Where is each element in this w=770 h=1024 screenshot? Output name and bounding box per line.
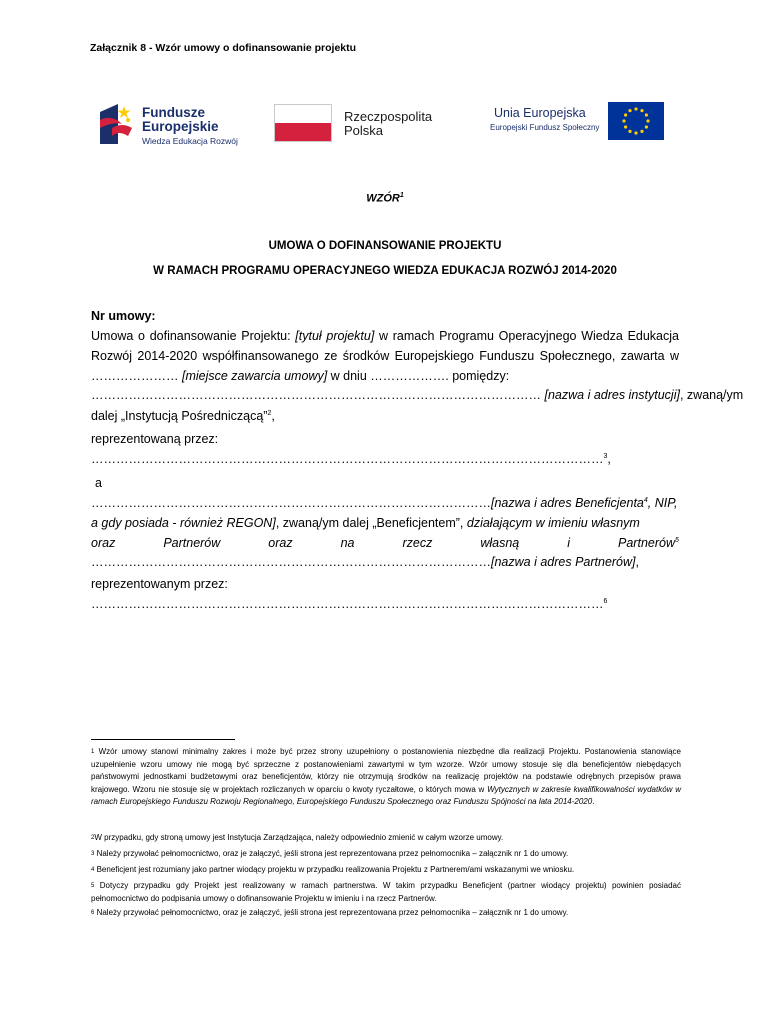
represented-by-line bbox=[91, 452, 679, 466]
represented-by-label: reprezentowaną przez: bbox=[91, 432, 219, 446]
institution-line bbox=[91, 388, 744, 402]
rzeczpospolita-polska-logo bbox=[274, 104, 454, 144]
unia-europejska-logo bbox=[490, 102, 680, 146]
polish-flag-icon bbox=[274, 104, 332, 142]
institution-dots: ……………………………………………………………………………………………… bbox=[91, 388, 545, 402]
institution-line-2 bbox=[91, 409, 679, 423]
place-placeholder: [miejsce zawarcia umowy] bbox=[181, 369, 328, 383]
beneficiary-line-2 bbox=[91, 516, 679, 530]
beneficiary-role: , zwaną/ym dalej „Beneficjentem”, bbox=[275, 516, 467, 530]
partners-word-group bbox=[618, 536, 679, 550]
regon-placeholder: a gdy posiada - również REGON] bbox=[91, 516, 276, 530]
partners-end: , bbox=[635, 555, 639, 569]
footnote-text: Należy przywołać pełnomocnictwo, oraz je załączyć, jeśli strona jest reprezentowana przez pełnomocnika – załącznik nr 1 do umowy. bbox=[96, 849, 569, 858]
footnote-ref-5: 5 bbox=[675, 536, 679, 544]
footnote-separator bbox=[91, 739, 235, 740]
efs-label: Europejski Fundusz Społeczny bbox=[490, 123, 600, 132]
word: Partnerów bbox=[618, 536, 675, 550]
represented-end: , bbox=[607, 452, 611, 466]
word: oraz bbox=[268, 536, 293, 550]
beneficiary-nip: , NIP, bbox=[647, 496, 678, 510]
institution-role: dalej „Instytucją Pośredniczącą” bbox=[91, 409, 268, 423]
footnote-number: 3 bbox=[91, 851, 95, 857]
footnote-ref-3: 3 bbox=[603, 452, 608, 460]
contract-number-label: Nr umowy: bbox=[91, 309, 156, 323]
contract-intro-paragraph bbox=[91, 326, 679, 386]
footnote-text: Należy przywołać pełnomocnictwo, oraz je załączyć, jeśli strona jest reprezentowana przez pełnomocnika – załącznik nr 1 do umowy. bbox=[96, 908, 569, 917]
footnote-end: . bbox=[592, 797, 595, 806]
partners-line bbox=[91, 555, 679, 569]
own-name-text: działającym w imieniu własnym bbox=[466, 516, 640, 530]
partners-placeholder: [nazwa i adres Partnerów] bbox=[491, 555, 636, 569]
represented-by-line-2 bbox=[91, 597, 679, 611]
polska-label: Polska bbox=[344, 123, 384, 138]
contract-title: UMOWA O DOFINANSOWANIE PROJEKTU bbox=[268, 240, 502, 252]
footnote-3 bbox=[91, 848, 681, 861]
rzeczpospolita-label: Rzeczpospolita bbox=[344, 109, 433, 124]
unia-europejska-label: Unia Europejska bbox=[494, 106, 586, 120]
footnote-number: 1 bbox=[91, 749, 95, 755]
eu-flag-icon bbox=[608, 102, 664, 140]
footnote-1 bbox=[91, 746, 681, 809]
project-title-placeholder: [tytuł projektu] bbox=[295, 329, 375, 343]
footnote-text: Beneficjent jest rozumiany jako partner wiodący projektu w przypadku realizowania Projektu z Partnerem/ami wskazanymi we wniosku. bbox=[96, 865, 575, 874]
institution-placeholder: [nazwa i adres instytucji] bbox=[544, 388, 680, 402]
word: na bbox=[340, 536, 355, 550]
word: własną bbox=[480, 536, 520, 550]
footnote-ref-6: 6 bbox=[603, 597, 608, 605]
word: Partnerów bbox=[163, 536, 221, 550]
beneficiary-dots: …………………………………………………………………………………… bbox=[91, 496, 491, 510]
partners-dots: …………………………………………………………………………………… bbox=[91, 555, 491, 569]
beneficiary-line bbox=[91, 496, 679, 510]
wzor-heading bbox=[0, 192, 770, 205]
represented-dots: …………………………………………………………………………………………………………… bbox=[91, 452, 604, 466]
conjunction-a: a bbox=[95, 476, 102, 490]
footnote-6 bbox=[91, 907, 681, 920]
fundusze-europejskie-logo bbox=[98, 98, 248, 148]
wzor-text: WZÓR bbox=[366, 192, 400, 205]
footnote-5 bbox=[91, 880, 681, 905]
word: rzecz bbox=[402, 536, 433, 550]
footnote-ref-4: 4 bbox=[643, 496, 648, 504]
beneficiary-line-3 bbox=[91, 536, 679, 550]
logo-bar bbox=[90, 94, 680, 154]
program-label: Wiedza Edukacja Rozwój bbox=[142, 136, 238, 146]
intro-text-3: w dniu ………………. pomiędzy: bbox=[327, 369, 510, 383]
footnote-ref-1: 1 bbox=[399, 192, 404, 199]
europejskie-label: Europejskie bbox=[142, 119, 219, 134]
word: oraz bbox=[91, 536, 116, 550]
footnote-number: 2 bbox=[91, 835, 95, 841]
represented-dots-2: …………………………………………………………………………………………………………… bbox=[91, 597, 604, 611]
footnote-number: 4 bbox=[91, 867, 95, 873]
footnote-ref-2: 2 bbox=[267, 409, 272, 417]
footnote-2 bbox=[91, 832, 681, 845]
fundusze-europejskie-mark-icon bbox=[98, 98, 136, 146]
institution-end: , bbox=[271, 409, 275, 423]
footnote-text: Wzór umowy stanowi minimalny zakres i może być przez strony uzupełniony o postanowienia niezbędne dla realizacji Projektu. Postanowienia stanowiące uzupełnienie wzoru umowy nie mogą być sprzeczne z postanowieniami zawartymi w tym wzorze. Wzór umowy stosuje się dla beneficjentów niebędących państwowymi jednostkami budżetowymi oraz beneficjentów, którzy nie otrzymują środków na realizację projektów na podstawie odrębnych przepisów prawa krajowego. Wzoru nie stosuje się w projektach rozliczanych w oparciu o kwoty ryczałtowe, o których mowa w bbox=[91, 747, 681, 794]
footnote-number: 5 bbox=[91, 883, 95, 889]
intro-text: Umowa o dofinansowanie Projektu: bbox=[91, 329, 296, 343]
intro-text-2: w ramach Programu Operacyjnego Wiedza Edukacja Rozwój 2014-2020 współfinansowanego ze środków Europejskiego Funduszu Społecznego, zawarta w ………………… bbox=[91, 329, 679, 383]
fundusze-label: Fundusze bbox=[142, 105, 205, 120]
represented-by-label-2: reprezentowanym przez: bbox=[91, 577, 228, 591]
footnote-text: W przypadku, gdy stroną umowy jest Instytucja Zarządzająca, należy odpowiednio zmienić w całym wzorze umowy. bbox=[94, 833, 504, 842]
word: i bbox=[567, 536, 571, 550]
footnote-guidelines: Wytycznych w zakresie kwalifikowalności wydatków w ramach Europejskiego Funduszu Rozwoju Regionalnego, Europejskiego Funduszu Społecznego oraz Funduszu Spójności na lata 2014-2020 bbox=[91, 784, 681, 806]
footnote-text: Dotyczy przypadku gdy Projekt jest realizowany w ramach partnerstwa. W takim przypadku Beneficjent (partner wiodący projektu) powinien posiadać pełnomocnictwo do podpisania umowy o dofinansowanie Projektu w imieniu i na rzecz Partnerów. bbox=[91, 881, 681, 903]
contract-subtitle: W RAMACH PROGRAMU OPERACYJNEGO WIEDZA EDUKACJA ROZWÓJ 2014-2020 bbox=[153, 265, 617, 277]
attachment-note: Załącznik 8 - Wzór umowy o dofinansowanie projektu bbox=[90, 42, 357, 54]
footnote-4 bbox=[91, 864, 681, 877]
institution-after: , zwaną/ym bbox=[679, 388, 744, 402]
footnote-number: 6 bbox=[91, 910, 95, 916]
beneficiary-placeholder: [nazwa i adres Beneficjenta bbox=[491, 496, 644, 510]
